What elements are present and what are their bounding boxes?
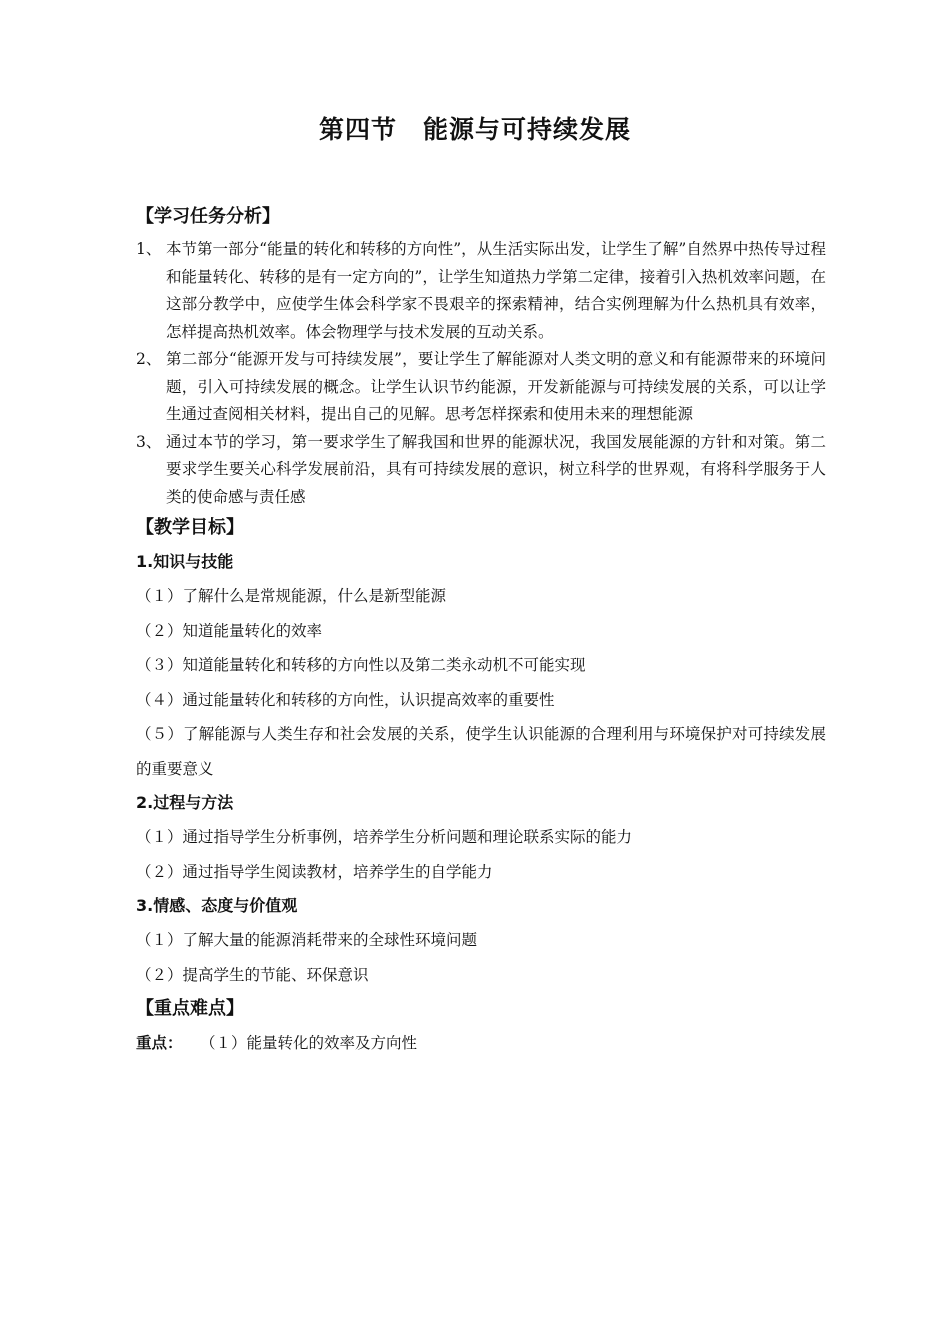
analysis-item-number: 1、 — [136, 240, 162, 258]
section-heading-goals: 【教学目标】 — [136, 517, 244, 538]
analysis-item-text: 本节第一部分“能量的转化和转移的方向性”，从生活实际出发，让学生了解”自然界中热传导过程和能量转化、转移的是有一定方向的”，让学生知道热力学第二定律，接着引入热机效率问题，在这部分教学中，应使学生体会科学家不畏艰辛的探索精神，结合实例理解为什么热机具有效率，怎样提高热机效率。体会物理学与技术发展的互动关系。 — [166, 240, 826, 341]
keypoint-label: 重点： — [136, 1034, 183, 1052]
goal-item: （２）提高学生的节能、环保意识 — [136, 965, 369, 984]
document-body — [136, 200, 826, 1060]
analysis-item-number: 2、 — [136, 350, 162, 368]
goal-item: （５）了解能源与人类生存和社会发展的关系，使学生认识能源的合理利用与环境保护对可持续发展的重要意义 — [136, 725, 826, 778]
subheading-process: 2.过程与方法 — [136, 793, 234, 812]
subheading-attitude: 3.情感、态度与价值观 — [136, 896, 298, 915]
goal-item: （２）通过指导学生阅读教材，培养学生的自学能力 — [136, 862, 493, 881]
keypoint-text: （１）能量转化的效率及方向性 — [200, 1034, 418, 1052]
keypoint-row — [136, 1026, 826, 1060]
analysis-item-text: 通过本节的学习，第一要求学生了解我国和世界的能源状况，我国发展能源的方针和对策。第二要求学生要关心科学发展前沿，具有可持续发展的意识，树立科学的世界观，有将科学服务于人类的使命感与责任感 — [166, 432, 826, 506]
goal-item: （１）通过指导学生分析事例，培养学生分析问题和理论联系实际的能力 — [136, 828, 633, 846]
subheading-knowledge: 1.知识与技能 — [136, 552, 234, 571]
goal-item: （２）知道能量转化的效率 — [136, 621, 323, 640]
analysis-item-text: 第二部分“能源开发与可持续发展”，要让学生了解能源对人类文明的意义和有能源带来的环境问题，引入可持续发展的概念。让学生认识节约能源，开发新能源与可持续发展的关系，可以让学生通过查阅相关材料，提出自己的见解。思考怎样探索和使用未来的理想能源 — [166, 350, 826, 423]
section-heading-analysis: 【学习任务分析】 — [136, 206, 280, 227]
analysis-item — [136, 236, 826, 346]
analysis-item — [136, 429, 826, 512]
goal-item: （１）了解什么是常规能源，什么是新型能源 — [136, 587, 447, 605]
goal-item: （１）了解大量的能源消耗带来的全球性环境问题 — [136, 931, 478, 949]
analysis-item — [136, 346, 826, 429]
section-heading-keypoints: 【重点难点】 — [136, 998, 244, 1019]
goal-item: （４）通过能量转化和转移的方向性，认识提高效率的重要性 — [136, 690, 555, 709]
page-title: 第四节 能源与可持续发展 — [318, 115, 631, 144]
goal-item: （３）知道能量转化和转移的方向性以及第二类永动机不可能实现 — [136, 656, 586, 674]
analysis-item-number: 3、 — [136, 432, 162, 451]
